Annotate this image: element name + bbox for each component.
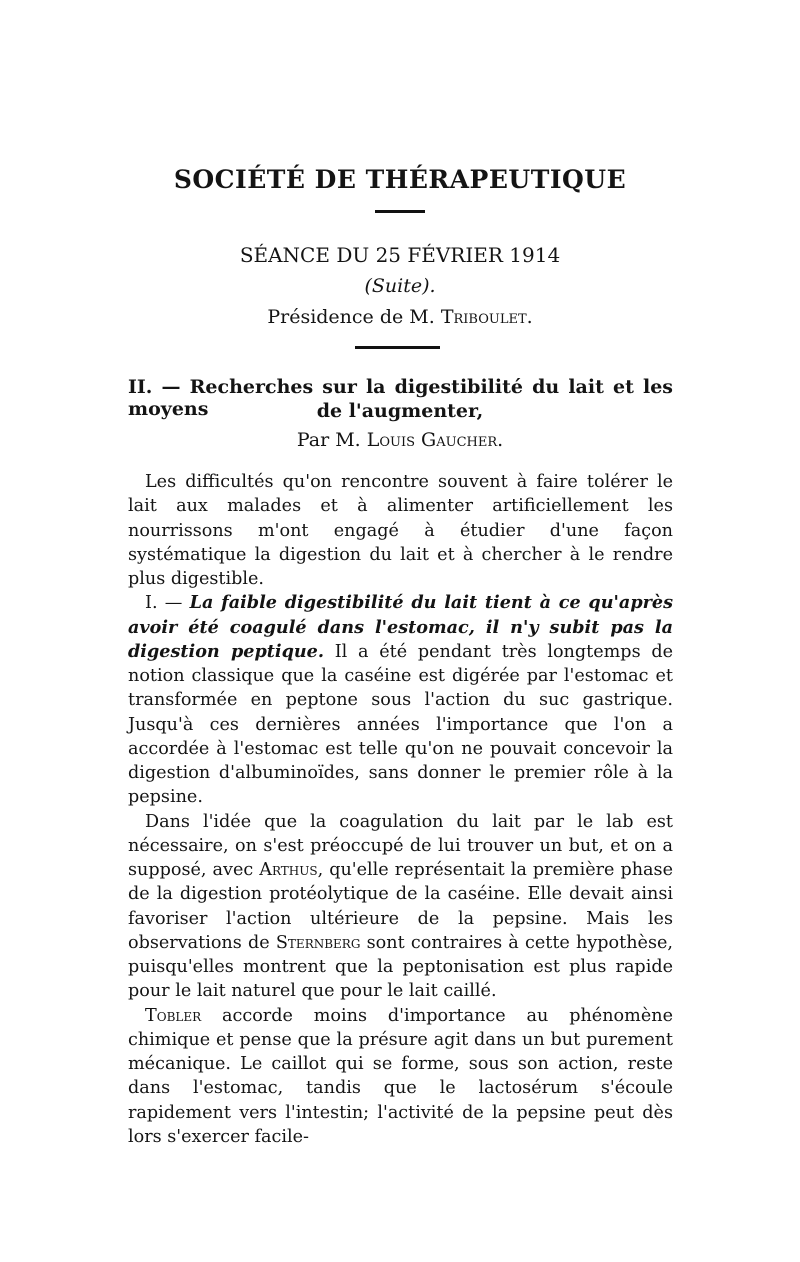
article-title-line2: de l'augmenter, (316, 400, 484, 422)
paragraph-3-text-b: , qu'elle représentait la première phase de la digestion protéolytique de la caséine. Elle devait ainsi favoriser l'action ultérieure de la pepsine. Mais les observations de (128, 860, 673, 953)
society-heading: SOCIÉTÉ DE THÉRAPEUTIQUE (173, 165, 627, 194)
paragraph-4 (128, 1004, 673, 1150)
author-name: Louis Gaucher. (366, 429, 504, 451)
paragraph-3 (128, 810, 673, 1004)
seance-date: SÉANCE DU 25 FÉVRIER 1914 (239, 243, 561, 267)
author-citation-sternberg: Sternberg (275, 932, 361, 953)
author-citation-tobler: Tobler (145, 1005, 202, 1026)
president-name: Triboulet. (440, 306, 533, 328)
section-rule (355, 346, 440, 349)
author-prefix: Par M. (296, 429, 361, 451)
paragraph-2 (128, 591, 673, 809)
presidence-prefix: Présidence de M. (267, 306, 435, 328)
paragraph-3-text-a: Dans l'idée que la coagulation du lait par le lab est nécessaire, on s'est préoccupé de lui trouver un but, et on a supposé, avec (128, 811, 673, 880)
article-body (128, 470, 673, 1149)
section-number: I. — (145, 593, 190, 614)
article-title-line1: II. — Recherches sur la digestibilité du lait et les moyens (128, 376, 673, 420)
section-thesis: La faible digestibilité du lait tient à ce qu'après avoir été coagulé dans l'estomac, il n'y subit pas la digestion peptique. (128, 592, 673, 662)
author-line (0, 429, 800, 451)
paragraph-4-text: accorde moins d'importance au phénomène chimique et pense que la présure agit dans un but purement mécanique. Le caillot qui se forme, sous son action, reste dans l'estomac, tandis que le lactosérum s'écoule rapidement vers l'intestin; l'activité de la pepsine peut dès lors s'exercer facile- (128, 1005, 673, 1147)
author-citation-arthus: Arthus (259, 860, 318, 880)
presidence-line (0, 306, 800, 328)
suite-note: (Suite). (364, 275, 436, 297)
heading-rule (375, 210, 425, 213)
paragraph-2-text: Il a été pendant très longtemps de notion classique que la caséine est digérée par l'estomac et transformée en peptone sous l'action du suc gastrique. Jusqu'à ces dernières années l'importance que l'on a accordée à l'estomac est telle qu'on ne pouvait concevoir la digestion d'albuminoïdes, sans donner le premier rôle à la pepsine. (128, 641, 673, 808)
paragraph-3-text-c: sont contraires à cette hypothèse, puisqu'elles montrent que la peptonisation est plus rapide pour le lait naturel que pour le lait caillé. (128, 932, 673, 1002)
paragraph-1: Les difficultés qu'on rencontre souvent à faire tolérer le lait aux malades et à alimenter artificiellement les nourrissons m'ont engagé à étudier d'une façon systématique la digestion du lait et à chercher à le rendre plus digestible. (128, 472, 673, 589)
